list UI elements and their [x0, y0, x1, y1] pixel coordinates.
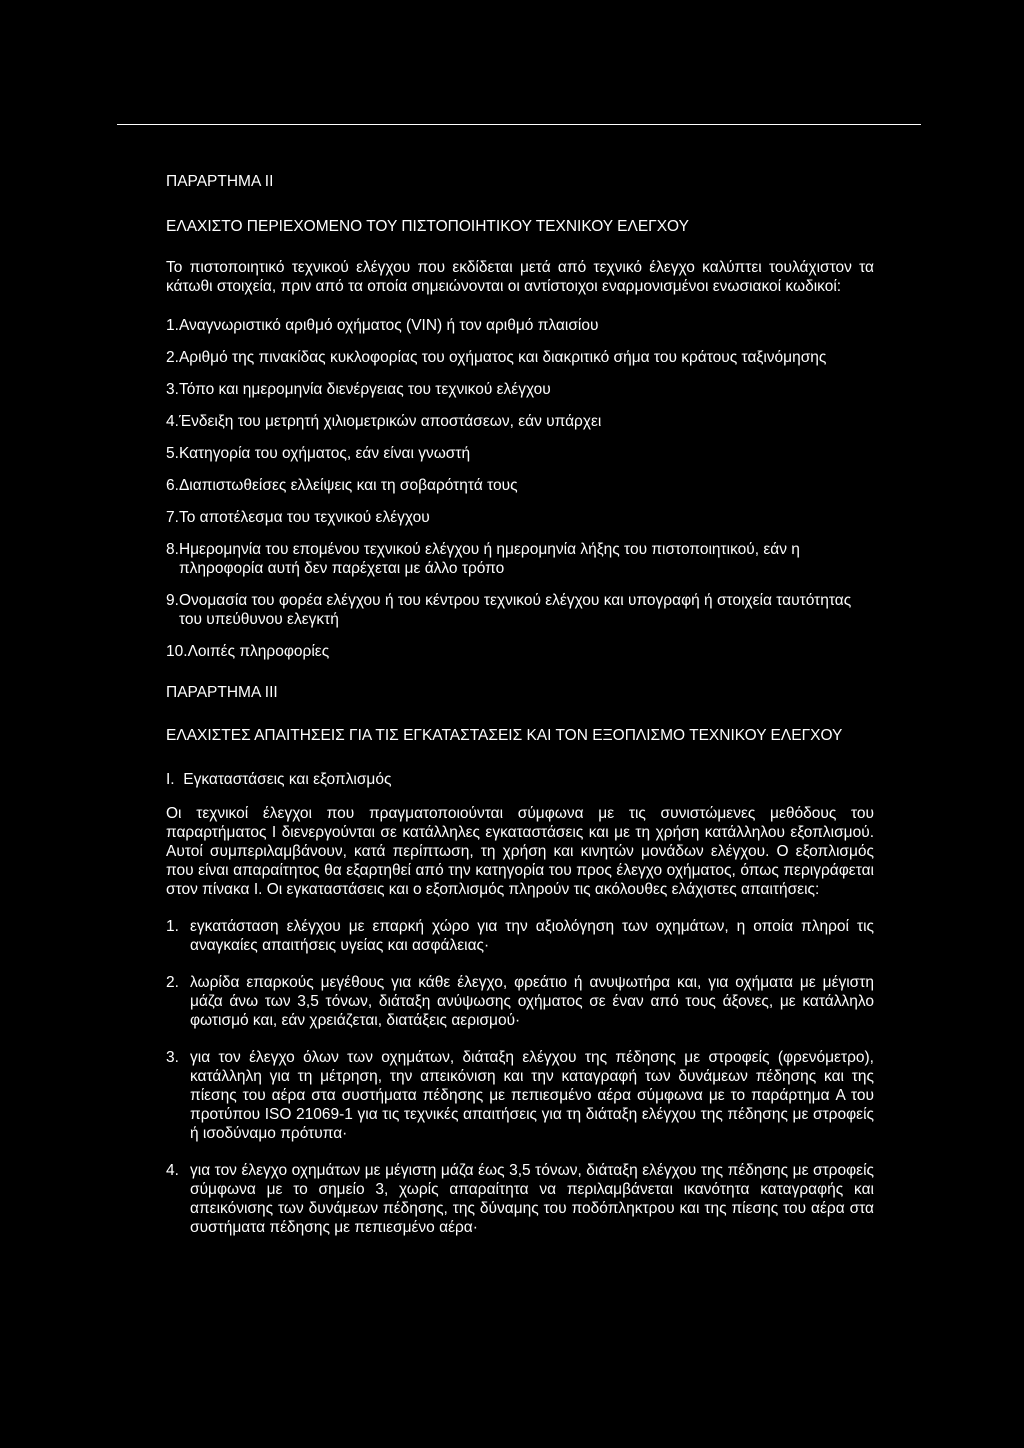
item-number: 3. [166, 1049, 179, 1066]
list-item [166, 348, 874, 367]
top-rule [117, 124, 921, 125]
list-item [166, 1048, 874, 1143]
annex-2-list [166, 316, 874, 661]
item-number: 3. [166, 381, 179, 398]
item-number: 1. [166, 317, 179, 334]
list-item [166, 973, 874, 1030]
item-text: λωρίδα επαρκούς μεγέθους για κάθε έλεγχο, φρεάτιο ή ανυψωτήρα και, για οχήματα με μέγιστη μάζα άνω των 3,5 τόνων, διάταξη ανύψωσης οχήματος σε έναν από τους άξονες, με κατάλληλο φωτισμό και, εάν χρειάζεται, διατάξεις αερισμού· [190, 974, 874, 1029]
list-item [166, 591, 874, 629]
item-text: Το αποτέλεσμα του τεχνικού ελέγχου [178, 509, 430, 526]
annex-2-subtitle: ΕΛΑΧΙΣΤΟ ΠΕΡΙΕΧΟΜΕΝΟ ΤΟΥ ΠΙΣΤΟΠΟΙΗΤΙΚΟΥ ΤΕΧΝΙΚΟΥ ΕΛΕΓΧΟΥ [166, 218, 689, 235]
item-number: 6. [166, 477, 179, 494]
list-item [166, 917, 874, 955]
item-text: Ένδειξη του μετρητή χιλιομετρικών αποστάσεων, εάν υπάρχει [178, 413, 602, 430]
item-text: εγκατάσταση ελέγχου με επαρκή χώρο για την αξιολόγηση των οχημάτων, η οποία πληροί τις αναγκαίες απαιτήσεις υγείας και ασφάλειας· [190, 918, 874, 954]
item-number: 4. [166, 413, 179, 430]
item-text: Αριθμό της πινακίδας κυκλοφορίας του οχήματος και διακριτικό σήμα του κράτους ταξινόμησης [178, 349, 827, 366]
item-text: Τόπο και ημερομηνία διενέργειας του τεχνικού ελέγχου [178, 381, 551, 398]
item-number: 10. [166, 643, 188, 660]
item-text: για τον έλεγχο όλων των οχημάτων, διάταξη ελέγχου της πέδησης με στροφείς (φρενόμετρο), κατάλληλη για τη μέτρηση, την απεικόνιση και την καταγραφή των δυνάμεων πέδησης και της πίεσης του αέρα στα συστήματα πέδησης με πεπιεσμένο αέρα σύμφωνα με το παράρτημα A του προτύπου ISO 21069-1 για τις τεχνικές απαιτήσεις για τη διάταξη ελέγχου της πέδησης με στροφείς ή ισοδύναμο πρότυπα· [190, 1049, 874, 1142]
annex-3-title: ΠΑΡΑΡΤΗΜΑ III [166, 684, 278, 701]
annex-2-intro: Το πιστοποιητικό τεχνικού ελέγχου που εκδίδεται μετά από τεχνικό έλεγχο καλύπτει τουλάχιστον τα κάτωθι στοιχεία, πριν από τα οποία σημειώνονται οι αντίστοιχοι εναρμονισμένοι ενωσιακοί κωδικοί: [166, 259, 874, 295]
item-text: Αναγνωριστικό αριθμό οχήματος (VIN) ή τον αριθμό πλαισίου [178, 317, 599, 334]
item-number: 9. [166, 592, 179, 609]
item-text: για τον έλεγχο οχημάτων με μέγιστη μάζα έως 3,5 τόνων, διάταξη ελέγχου της πέδησης με στροφείς σύμφωνα με το σημείο 3, χωρίς απαραίτητα να περιλαμβάνεται ικανότητα καταγραφής και απεικόνισης των δυνάμεων πέδησης, της δύναμης του ποδόπληκτρου και της πίεσης του αέρα στα συστήματα πέδησης με πεπιεσμένο αέρα· [190, 1162, 874, 1236]
list-item [166, 540, 874, 578]
item-number: 7. [166, 509, 179, 526]
document-page [166, 172, 874, 1255]
item-number: 2. [166, 974, 179, 991]
list-item [166, 1161, 874, 1237]
list-item [166, 412, 874, 431]
item-text: Λοιπές πληροφορίες [187, 643, 330, 660]
annex-3-intro: Οι τεχνικοί έλεγχοι που πραγματοποιούνται σύμφωνα με τις συνιστώμενες μεθόδους του παραρτήματος I διενεργούνται σε κατάλληλες εγκαταστάσεις και με τη χρήση κατάλληλου εξοπλισμού. Αυτοί συμπεριλαμβάνουν, κατά περίπτωση, τη χρήση και κινητών μονάδων ελέγχου. Ο εξοπλισμός που είναι απαραίτητος θα εξαρτηθεί από την κατηγορία του προς έλεγχο οχήματος, όπως περιγράφεται στον πίνακα I. Οι εγκαταστάσεις και ο εξοπλισμός πληρούν τις ακόλουθες ελάχιστες απαιτήσεις: [166, 805, 874, 898]
item-text: Κατηγορία του οχήματος, εάν είναι γνωστή [178, 445, 471, 462]
list-item [166, 642, 874, 661]
item-number: 5. [166, 445, 179, 462]
section-heading: I. Εγκαταστάσεις και εξοπλισμός [166, 771, 392, 788]
item-number: 8. [166, 541, 179, 558]
list-item [166, 476, 874, 495]
annex-2-title: ΠΑΡΑΡΤΗΜΑ II [166, 173, 274, 190]
item-text: Ημερομηνία του επομένου τεχνικού ελέγχου ή ημερομηνία λήξης του πιστοποιητικού, εάν η πληροφορία αυτή δεν παρέχεται με άλλο τρόπο [178, 541, 800, 577]
list-item [166, 316, 874, 335]
list-item [166, 444, 874, 463]
item-text: Ονομασία του φορέα ελέγχου ή του κέντρου τεχνικού ελέγχου και υπογραφή ή στοιχεία ταυτότητας του υπεύθυνου ελεγκτή [178, 592, 852, 628]
item-number: 2. [166, 349, 179, 366]
annex-3-list [166, 917, 874, 1237]
item-text: Διαπιστωθείσες ελλείψεις και τη σοβαρότητά τους [178, 477, 518, 494]
list-item [166, 508, 874, 527]
item-number: 1. [166, 918, 179, 935]
item-number: 4. [166, 1162, 179, 1179]
annex-3-subtitle: ΕΛΑΧΙΣΤΕΣ ΑΠΑΙΤΗΣΕΙΣ ΓΙΑ ΤΙΣ ΕΓΚΑΤΑΣΤΑΣΕΙΣ ΚΑΙ ΤΟΝ ΕΞΟΠΛΙΣΜΟ ΤΕΧΝΙΚΟΥ ΕΛΕΓΧΟΥ [166, 727, 843, 744]
list-item [166, 380, 874, 399]
